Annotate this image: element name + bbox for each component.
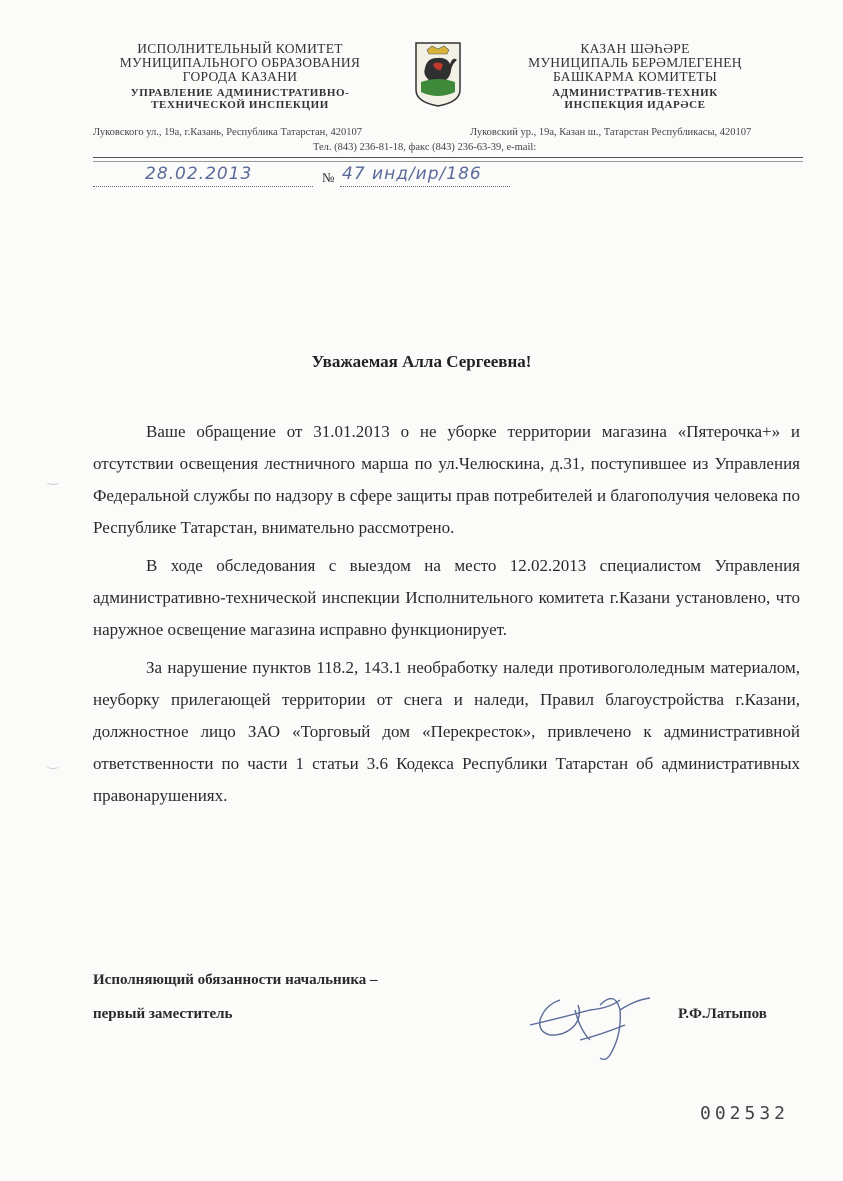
- contacts-line: Тел. (843) 236-81-18, факс (843) 236-63-39, e-mail:: [313, 142, 537, 153]
- signer-position-2: первый заместитель: [93, 1006, 233, 1022]
- dragon-emblem-icon: [413, 40, 463, 108]
- serial-number: 002532: [700, 1103, 790, 1124]
- address-tt: Луковский ур., 19а, Казан ш., Татарстан Республикасы, 420107: [470, 127, 752, 138]
- org-name-ru-1: ИСПОЛНИТЕЛЬНЫЙ КОМИТЕТ: [137, 41, 343, 56]
- dept-name-tt-1: АДМИНИСТРАТИВ-ТЕХНИК: [552, 87, 718, 99]
- paragraph-1: Ваше обращение от 31.01.2013 о не уборке территории магазина «Пятерочка+» и отсутствии освещения лестничного марша по ул.Челюскина, д.31, поступившее из Управления Федеральной службы по надзору в сфере защиты прав потребителей и благополучия человека по Республике Татарстан, внимательно рассмотрено.: [93, 422, 800, 537]
- date-underline: [93, 186, 313, 187]
- dept-name-ru-1: УПРАВЛЕНИЕ АДМИНИСТРАТИВНО-: [130, 87, 350, 99]
- dept-name-tt-2: ИНСПЕКЦИЯ ИДАРӘСЕ: [564, 99, 706, 111]
- header-right: [470, 42, 800, 111]
- org-name-ru-2: МУНИЦИПАЛЬНОГО ОБРАЗОВАНИЯ: [119, 55, 361, 70]
- dept-name-ru-2: ТЕХНИЧЕСКОЙ ИНСПЕКЦИИ: [151, 99, 329, 111]
- greeting: Уважаемая Алла Сергеевна!: [311, 352, 532, 371]
- org-name-tt-2: МУНИЦИПАЛЬ БЕРӘМЛЕГЕНЕҢ: [528, 55, 742, 70]
- address-ru: Луковского ул., 19а, г.Казань, Республика Татарстан, 420107: [93, 127, 363, 138]
- org-name-tt-1: КАЗАН ШӘҺӘРЕ: [580, 41, 690, 56]
- number-underline: [340, 186, 510, 187]
- number-sign: №: [322, 170, 335, 185]
- signer-position-1: Исполняющий обязанности начальника –: [93, 972, 378, 988]
- paragraph-2: В ходе обследования с выездом на место 12.02.2013 специалистом Управления административно-технической инспекции Исполнительного комитета г.Казани установлено, что наружное освещение магазина исправно функционирует.: [93, 556, 800, 639]
- org-name-ru-3: ГОРОДА КАЗАНИ: [182, 69, 298, 84]
- header-divider-thin: [93, 161, 803, 162]
- header-divider: [93, 157, 803, 158]
- paragraph-3: За нарушение пунктов 118.2, 143.1 необработку наледи противогололедным материалом, неуборку прилегающей территории от снега и наледи, Правил благоустройства г.Казани, должностное лицо ЗАО «Торговый дом «Перекресток», привлечено к административной ответственности по части 1 статьи 3.6 Кодекса Республики Татарстан об административных правонарушениях.: [93, 658, 800, 805]
- punch-mark-bottom: [46, 762, 60, 769]
- org-name-tt-3: БАШКАРМА КОМИТЕТЫ: [552, 69, 718, 84]
- letter-number: 47 инд/ир/186: [342, 164, 482, 184]
- handwritten-signature: [520, 980, 670, 1070]
- letter-body: [93, 416, 800, 818]
- signature-scribble-icon: [520, 980, 670, 1070]
- kazan-emblem: [413, 40, 463, 108]
- punch-mark-top: [46, 478, 60, 485]
- letter-date: 28.02.2013: [145, 164, 253, 184]
- signer-name: Р.Ф.Латыпов: [678, 1006, 767, 1022]
- header-left: [60, 42, 420, 111]
